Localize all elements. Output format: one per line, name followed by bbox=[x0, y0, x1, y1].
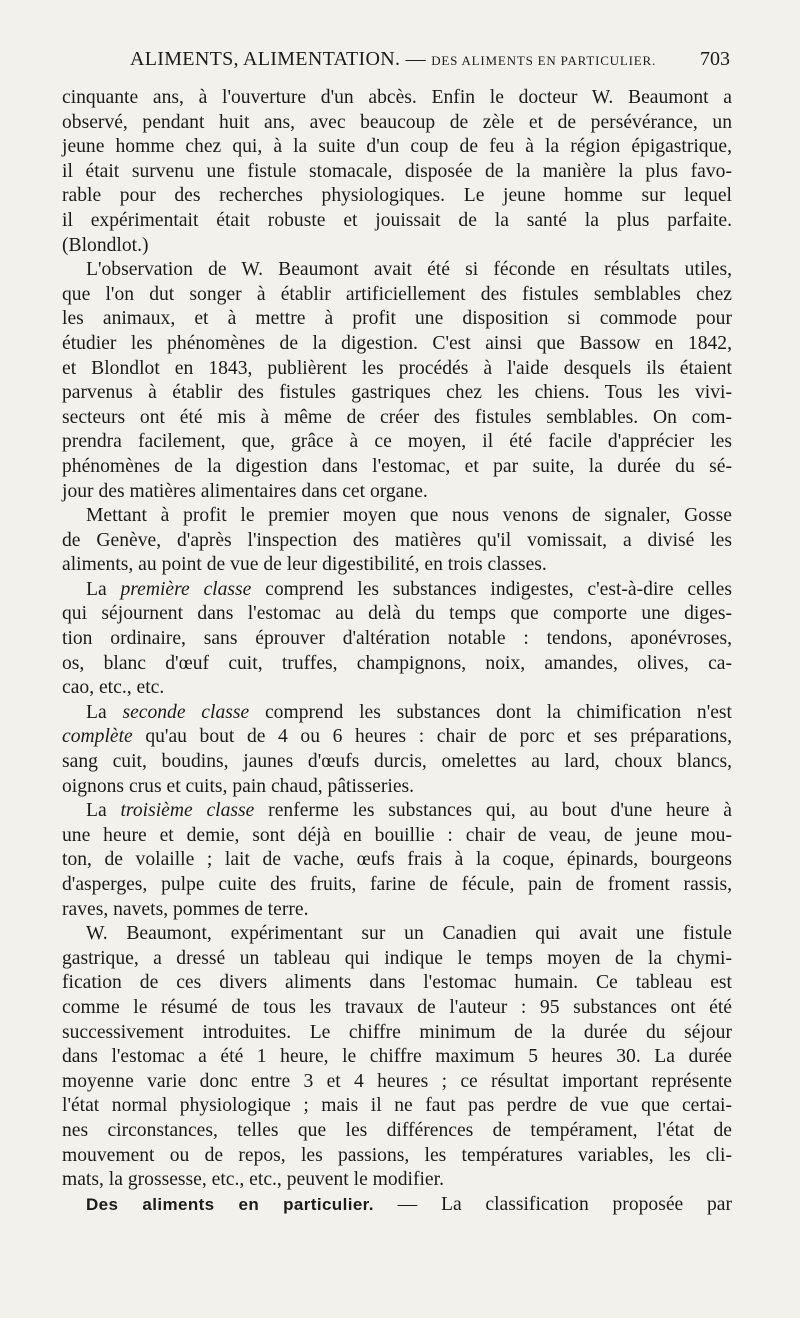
text-line bbox=[62, 578, 732, 603]
text-line: os, blanc d'œuf cuit, truffes, champignons, noix, amandes, olives, ca- bbox=[62, 652, 732, 674]
text-run: La bbox=[86, 578, 121, 600]
text-line: que l'on dut songer à établir artificiellement des fistules semblables chez bbox=[62, 283, 732, 305]
text-line: étudier les phénomènes de la digestion. C'est ainsi que Bassow en 1842, bbox=[62, 332, 732, 354]
paragraph-second-class bbox=[62, 701, 732, 799]
text-line: prendra facilement, que, grâce à ce moyen, il été facile d'apprécier les bbox=[62, 431, 732, 453]
text-line bbox=[62, 725, 732, 750]
text-line: il expérimentait était robuste et jouissait de la santé la plus parfaite. bbox=[62, 209, 732, 231]
text-line: observé, pendant huit ans, avec beaucoup de zèle et de persévérance, un bbox=[62, 111, 732, 133]
text-line: Mettant à profit le premier moyen que nous venons de signaler, Gosse bbox=[86, 505, 732, 527]
text-line: successivement introduites. Le chiffre minimum de la durée du séjour bbox=[62, 1021, 732, 1043]
section-heading: Des aliments en particulier. bbox=[86, 1194, 374, 1214]
paragraph-1 bbox=[62, 86, 732, 258]
text-line: phénomènes de la digestion dans l'estomac, et par suite, la durée du sé- bbox=[62, 455, 732, 477]
running-head-separator: — bbox=[400, 48, 432, 70]
body-text bbox=[62, 86, 732, 1217]
text-line: secteurs ont été mis à même de créer des fistules semblables. On com- bbox=[62, 406, 732, 428]
running-head-section: DES ALIMENTS EN PARTICULIER. bbox=[431, 53, 657, 68]
text-line: jour des matières alimentaires dans cet organe. bbox=[62, 480, 428, 502]
text-line bbox=[62, 799, 732, 824]
italic-term: complète bbox=[62, 726, 133, 748]
italic-term: troisième classe bbox=[120, 800, 255, 822]
text-line: gastrique, a dressé un tableau qui indique le temps moyen de la chymi- bbox=[62, 947, 732, 969]
text-line: mats, la grossesse, etc., etc., peuvent le modifier. bbox=[62, 1169, 444, 1191]
text-line: fication de ces divers aliments dans l'estomac humain. Ce tableau est bbox=[62, 972, 732, 994]
text-line: rable pour des recherches physiologiques. Le jeune homme sur lequel bbox=[62, 185, 732, 207]
italic-term: seconde classe bbox=[122, 701, 250, 723]
page-header bbox=[130, 48, 730, 78]
text-line: mouvement ou de repos, les passions, les températures variables, les cli- bbox=[62, 1144, 732, 1166]
text-line: les animaux, et à mettre à profit une disposition si commode pour bbox=[62, 308, 732, 330]
paragraph-third-class bbox=[62, 799, 732, 922]
text-line: ton, de volaille ; lait de vache, œufs frais à la coque, épinards, bourgeons bbox=[62, 849, 732, 871]
text-line: dans l'estomac a été 1 heure, le chiffre maximum 5 heures 30. La durée bbox=[62, 1046, 732, 1068]
text-line: cinquante ans, à l'ouverture d'un abcès. Enfin le docteur W. Beaumont a bbox=[62, 87, 732, 108]
section-des-aliments bbox=[62, 1193, 732, 1218]
text-line: parvenus à établir des fistules gastriques chez les chiens. Tous les vivi- bbox=[62, 382, 732, 404]
italic-term: première classe bbox=[120, 578, 252, 600]
text-line: oignons crus et cuits, pain chaud, pâtisseries. bbox=[62, 775, 415, 797]
text-run: La bbox=[86, 701, 123, 723]
text-line: (Blondlot.) bbox=[62, 234, 149, 256]
text-line: raves, navets, pommes de terre. bbox=[62, 898, 309, 920]
text-line: jeune homme chez qui, à la suite d'un coup de feu à la région épigastrique, bbox=[62, 136, 732, 158]
text-line: aliments, au point de vue de leur digestibilité, en trois classes. bbox=[62, 554, 547, 576]
text-line: W. Beaumont, expérimentant sur un Canadien qui avait une fistule bbox=[86, 923, 732, 945]
text-line: nes circonstances, telles que les différences de tempérament, l'état de bbox=[62, 1119, 732, 1141]
text-line: et Blondlot en 1843, publièrent les procédés à l'aide desquels ils étaient bbox=[62, 357, 732, 379]
text-line: tion ordinaire, sans éprouver d'altération notable : tendons, aponévroses, bbox=[62, 628, 732, 650]
text-line: d'asperges, pulpe cuite des fruits, farine de fécule, pain de froment rassis, bbox=[62, 874, 732, 895]
paragraph-first-class bbox=[62, 578, 732, 701]
paragraph-2 bbox=[62, 258, 732, 504]
text-run: comprend les substances indigestes, c'est-à-dire celles bbox=[251, 578, 732, 600]
text-line: une heure et demie, sont déjà en bouillie : chair de veau, de jeune mou- bbox=[62, 824, 732, 846]
text-line: il était survenu une fistule stomacale, disposée de la manière la plus favo- bbox=[62, 160, 732, 182]
text-line: de Genève, d'après l'inspection des matières qu'il vomissait, a divisé les bbox=[62, 529, 732, 551]
paragraph-beaumont-table bbox=[62, 922, 732, 1193]
text-line: moyenne varie donc entre 3 et 4 heures ; ce résultat important représente bbox=[62, 1070, 732, 1092]
text-run: — La classification proposée par bbox=[373, 1193, 732, 1215]
text-line bbox=[62, 701, 732, 726]
text-line: comme le résumé de tous les travaux de l'auteur : 95 substances ont été bbox=[62, 996, 732, 1018]
text-run: renferme les substances qui, au bout d'une heure à bbox=[254, 800, 732, 822]
running-head bbox=[130, 48, 656, 71]
text-line: l'état normal physiologique ; mais il ne faut pas perdre de vue que certai- bbox=[62, 1095, 732, 1117]
text-line bbox=[62, 1193, 732, 1218]
text-run: comprend les substances dont la chimification n'est bbox=[249, 701, 733, 723]
text-line: sang cuit, boudins, jaunes d'œufs durcis, omelettes au lard, choux blancs, bbox=[62, 751, 732, 773]
text-run: La bbox=[86, 800, 121, 822]
page-number: 703 bbox=[700, 48, 730, 70]
text-run: qu'au bout de 4 ou 6 heures : chair de porc et ses préparations, bbox=[132, 726, 732, 748]
text-line: cao, etc., etc. bbox=[62, 677, 165, 699]
paragraph-3 bbox=[62, 504, 732, 578]
text-line: qui séjournent dans l'estomac au delà du temps que comporte une diges- bbox=[62, 603, 732, 625]
text-line: L'observation de W. Beaumont avait été si féconde en résultats utiles, bbox=[86, 259, 732, 281]
running-head-main: ALIMENTS, ALIMENTATION. bbox=[130, 48, 401, 70]
